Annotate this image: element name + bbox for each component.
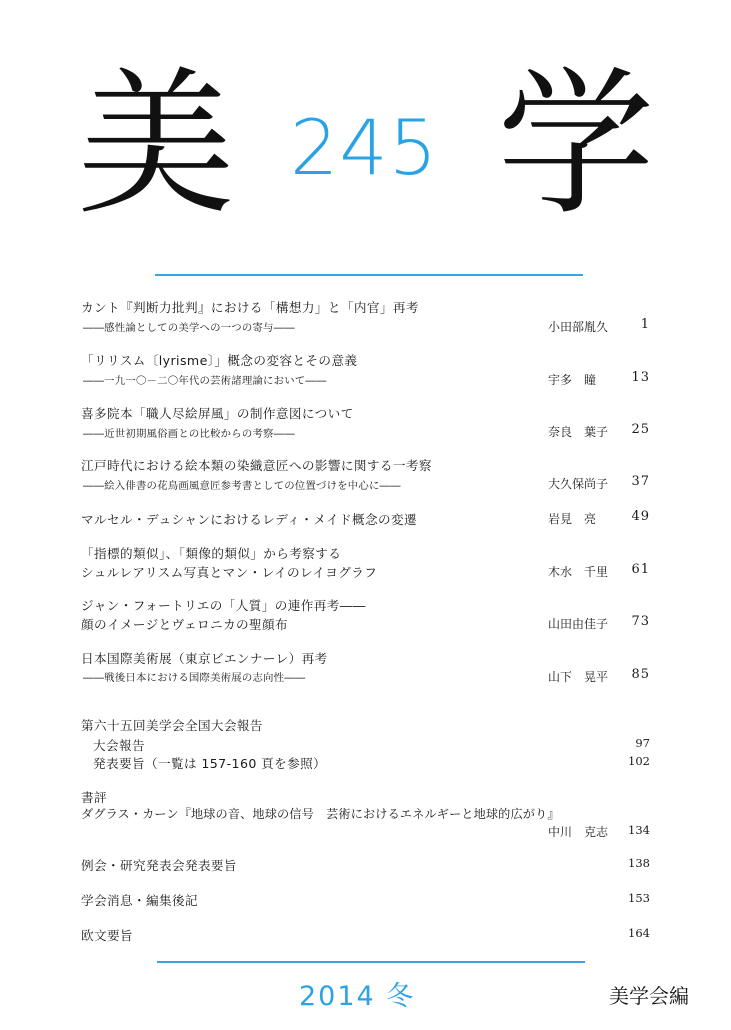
entry-title: 発表要旨（一覧は 157-160 頁を参照）	[93, 756, 327, 771]
entry-title: 日本国際美術展（東京ビエンナーレ）再考	[81, 651, 328, 666]
entry-page: 134	[628, 823, 650, 837]
entry-title: ジャン・フォートリエの「人質」の連作再考――	[81, 598, 366, 613]
journal-title-right: 学	[497, 53, 655, 237]
entry-subtitle: ――絵入俳書の花鳥画風意匠参考書としての位置づけを中心に――	[83, 480, 401, 492]
entry-title: 学会消息・編集後記	[81, 893, 198, 908]
bottom-divider	[157, 961, 585, 963]
entry-page: 49	[631, 509, 650, 524]
section-heading: 書評	[81, 790, 107, 805]
entry-page: 61	[631, 562, 650, 577]
entry-page: 25	[631, 422, 650, 437]
entry-title-line-2: シュルレアリスム写真とマン・レイのレイヨグラフ	[81, 565, 378, 580]
section-heading: 第六十五回美学会全国大会報告	[81, 718, 263, 733]
entry-author: 岩見 亮	[548, 512, 597, 526]
editor-credit: 美学会編	[609, 984, 689, 1008]
entry-title: カント『判断力批判』における「構想力」と「内官」再考	[81, 300, 419, 315]
issue-number: 245	[290, 103, 439, 192]
entry-subtitle: ――戦後日本における国際美術展の志向性――	[83, 672, 306, 684]
entry-title-line-2: 顔のイメージとヴェロニカの聖顔布	[81, 617, 289, 632]
entry-page: 13	[631, 370, 650, 385]
entry-author: 中川 克志	[548, 825, 609, 839]
entry-page: 153	[628, 891, 650, 905]
entry-title: 「指標的類似」、「類像的類似」から考察する	[81, 546, 342, 561]
entry-author: 奈良 葉子	[548, 425, 609, 439]
entry-title: 例会・研究発表会発表要旨	[81, 858, 237, 873]
entry-author: 宇多 瞳	[548, 373, 597, 387]
entry-title: 欧文要旨	[81, 928, 133, 943]
entry-title: 喜多院本「職人尽絵屏風」の制作意図について	[81, 406, 354, 421]
entry-subtitle: ――感性論としての美学への一つの寄与――	[83, 322, 295, 334]
entry-page: 1	[640, 317, 650, 332]
entry-title: マルセル・デュシャンにおけるレディ・メイド概念の変遷	[81, 512, 417, 527]
entry-page: 164	[628, 926, 650, 940]
entry-title: 「リリスム〔lyrisme〕」概念の変容とその意義	[81, 353, 358, 368]
entry-page: 138	[628, 856, 650, 870]
entry-page: 37	[631, 474, 650, 489]
top-divider	[155, 274, 583, 276]
entry-page: 73	[631, 614, 650, 629]
entry-author: 山下 晃平	[548, 670, 609, 684]
entry-title: 江戸時代における絵本類の染織意匠への影響に関する一考察	[81, 458, 432, 473]
entry-author: 大久保尚子	[548, 477, 609, 491]
entry-title: 大会報告	[93, 738, 145, 753]
entry-subtitle: ――一九一〇－二〇年代の芸術諸理論において――	[83, 375, 327, 387]
entry-page: 102	[628, 754, 650, 768]
journal-title-left: 美	[77, 53, 235, 237]
issue-season: 2014 冬	[299, 981, 416, 1012]
entry-subtitle: ――近世初期風俗画との比較からの考察――	[83, 428, 295, 440]
entry-author: 山田由佳子	[548, 617, 609, 631]
entry-title: ダグラス・カーン『地球の音、地球の信号 芸術におけるエネルギーと地球的広がり』	[81, 807, 560, 821]
entry-page: 97	[635, 736, 650, 750]
entry-author: 木水 千里	[548, 565, 609, 579]
entry-page: 85	[631, 667, 650, 682]
entry-author: 小田部胤久	[548, 320, 609, 334]
